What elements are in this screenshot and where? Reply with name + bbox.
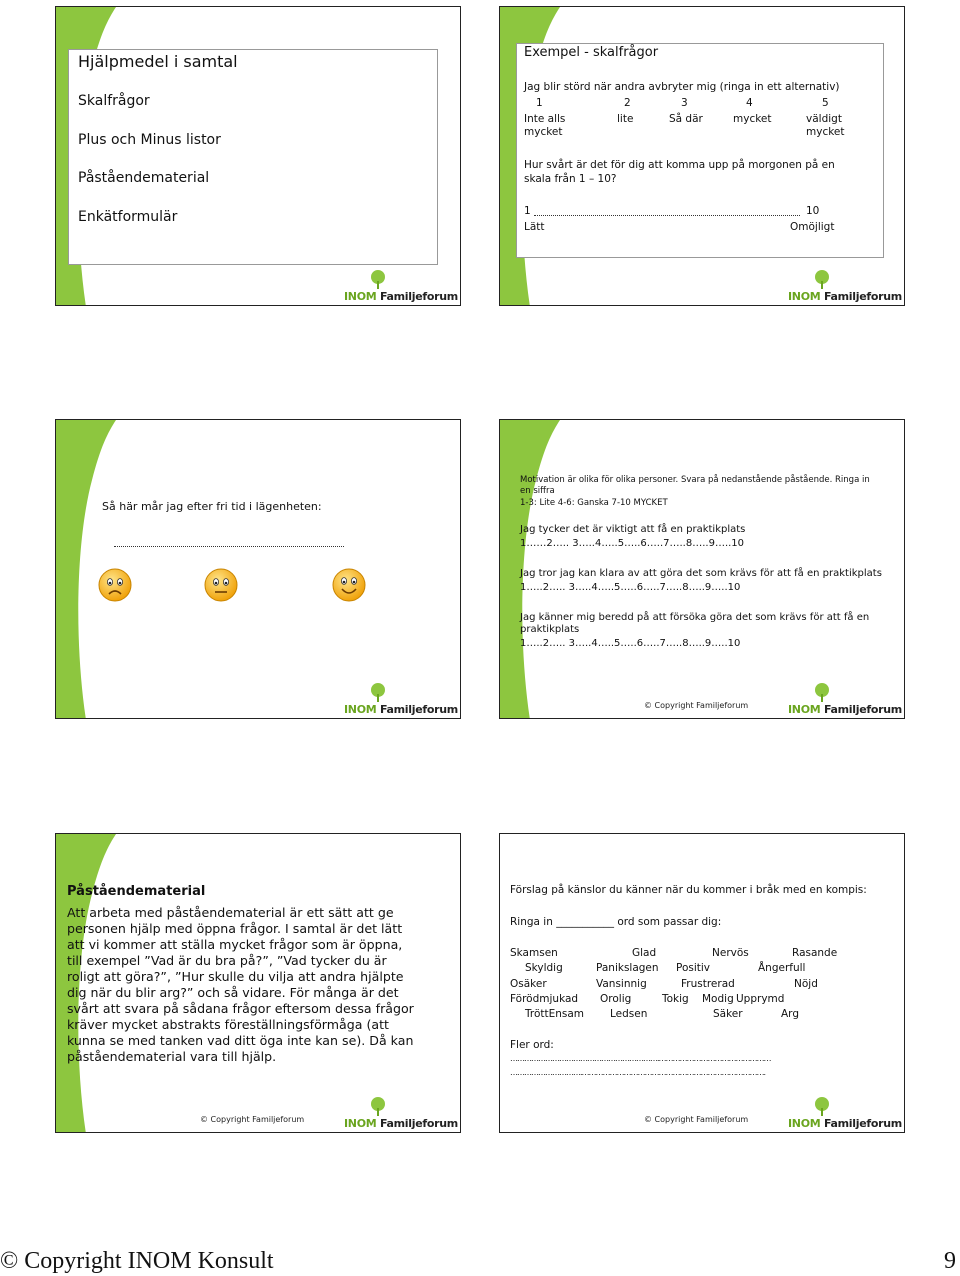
statement-2: Jag tror jag kan klara av att göra det som krävs för att få en praktikplats: [520, 568, 882, 579]
slide-5: [55, 833, 461, 1133]
feeling-word: Panikslagen: [596, 962, 659, 974]
feeling-word: Säker: [713, 1008, 743, 1020]
scale-label: mycket: [524, 126, 563, 138]
feeling-word: Nöjd: [794, 978, 818, 990]
body-line: Att arbeta med påståendematerial är ett sätt att ge: [67, 905, 394, 920]
range-end: 10: [806, 205, 820, 217]
scale-number: 3: [681, 97, 688, 109]
statement-scale: 1…..2….. 3…..4…..5…..6…..7…..8…..9…..10: [520, 582, 741, 593]
logo-inom-text: INOM: [344, 290, 377, 303]
slide-6-title: Förslag på känslor du känner när du kommer i bråk med en kompis:: [510, 884, 867, 896]
ring-in-label: Ringa in: [510, 916, 553, 928]
range-dotted-line: [534, 215, 800, 216]
slide-copyright: © Copyright Familjeforum: [644, 701, 749, 710]
feeling-word: Ångerfull: [758, 962, 806, 974]
slide-1-item: Hjälpmedel i samtal: [78, 52, 238, 71]
more-words-label: Fler ord:: [510, 1039, 554, 1051]
slide-4-intro: en siffra: [520, 486, 555, 496]
tree-icon: [366, 682, 390, 702]
feeling-word: Orolig: [600, 993, 632, 1005]
body-line: att vi kommer att ställa mycket frågor som är öppna,: [67, 937, 403, 952]
inom-familjeforum-logo: [788, 1096, 900, 1130]
inom-familjeforum-logo: [788, 269, 900, 303]
feeling-word: Modig: [702, 993, 734, 1005]
logo-inom-text: INOM: [788, 703, 821, 716]
slide-copyright: © Copyright Familjeforum: [644, 1115, 749, 1124]
feeling-word: Vansinnig: [596, 978, 647, 990]
scale-label: mycket: [733, 113, 772, 125]
body-line: dig när du blir arg?” och så vidare. För många är det: [67, 985, 399, 1000]
feeling-word: Nervös: [712, 947, 749, 959]
slide-6: [499, 833, 905, 1133]
body-line: kunna se med tanken vad ditt öga inte kan se). Då kan: [67, 1033, 414, 1048]
ring-in-blank: ___________: [556, 916, 614, 928]
tree-icon: [366, 1096, 390, 1116]
body-line: kräver mycket abstrakts föreställningsförmåga (att: [67, 1017, 389, 1032]
logo-inom-text: INOM: [788, 290, 821, 303]
tree-icon: [810, 269, 834, 289]
body-line: till exempel ”Vad är du bra på?”, ”Vad tycker du är: [67, 953, 387, 968]
tree-icon: [810, 1096, 834, 1116]
slide-copyright: © Copyright Familjeforum: [200, 1115, 305, 1124]
slide-3-prompt: Så här mår jag efter fri tid i lägenheten:: [102, 500, 322, 513]
feeling-word: Ledsen: [610, 1008, 648, 1020]
feeling-word: Skamsen: [510, 947, 558, 959]
sad-face-icon: [98, 568, 132, 602]
page-number: 9: [944, 1248, 956, 1274]
slide-2-question-2: Hur svårt är det för dig att komma upp på morgonen på en: [524, 159, 835, 171]
range-impossible-label: Omöjligt: [790, 221, 835, 233]
slide-1-textbox: [68, 49, 438, 265]
slide-2-question-2: skala från 1 – 10?: [524, 173, 617, 185]
slide-5-title: Påståendematerial: [67, 884, 206, 899]
tree-icon: [810, 682, 834, 702]
page-footer-copyright: © Copyright INOM Konsult: [0, 1248, 274, 1274]
logo-familjeforum-text: Familjeforum: [823, 290, 902, 303]
logo-familjeforum-text: Familjeforum: [379, 290, 458, 303]
body-line: roligt att göra?”, ”Hur skulle du vilja att andra hjälpte: [67, 969, 404, 984]
scale-label: väldigt: [806, 113, 842, 125]
slide-1-item: Plus och Minus listor: [78, 132, 221, 148]
body-line: påståendematerial vara till hjälp.: [67, 1049, 277, 1064]
body-line: svårt att svara på sådana frågor eftersom dessa frågor: [67, 1001, 414, 1016]
feeling-word: Tokig: [662, 993, 689, 1005]
slide-4: [499, 419, 905, 719]
logo-familjeforum-text: Familjeforum: [379, 1117, 458, 1130]
slide-4-intro: Motivation är olika för olika personer. Svara på nedanstående påstående. Ringa in: [520, 475, 870, 485]
tree-icon: [366, 269, 390, 289]
scale-number: 2: [624, 97, 631, 109]
feeling-word: Frustrerad: [681, 978, 735, 990]
feeling-word: Skyldig: [525, 962, 563, 974]
scale-label: mycket: [806, 126, 845, 138]
ring-in-label-rest: ord som passar dig:: [617, 916, 722, 928]
feeling-word: Rasande: [792, 947, 838, 959]
statement-3: praktikplats: [520, 624, 580, 635]
statement-1: Jag tycker det är viktigt att få en praktikplats: [520, 524, 746, 535]
body-line: personen hjälp med öppna frågor. I samtal är det lätt: [67, 921, 403, 936]
slide-1-item: Skalfrågor: [78, 93, 150, 109]
range-start: 1: [524, 205, 531, 217]
feeling-word: Glad: [632, 947, 657, 959]
answer-line: [114, 546, 344, 547]
slide-3: [55, 419, 461, 719]
write-line: ………………………….…………………………………………………………………….: [510, 1068, 766, 1077]
inom-familjeforum-logo: [344, 1096, 456, 1130]
logo-familjeforum-text: Familjeforum: [823, 703, 902, 716]
feeling-word: Arg: [781, 1008, 799, 1020]
feeling-word: TröttEnsam: [525, 1008, 585, 1020]
feeling-word: Upprymd: [736, 993, 785, 1005]
slide-1: [55, 6, 461, 306]
logo-familjeforum-text: Familjeforum: [379, 703, 458, 716]
ring-in-line: [510, 916, 721, 928]
slide-2-title: Exempel - skalfrågor: [524, 45, 659, 60]
slide-1-item: Påståendematerial: [78, 170, 210, 186]
logo-inom-text: INOM: [344, 703, 377, 716]
statement-scale: 1…..2….. 3…..4…..5…..6…..7…..8…..9…..10: [520, 638, 741, 649]
logo-inom-text: INOM: [344, 1117, 377, 1130]
scale-number: 1: [536, 97, 543, 109]
feeling-word: Förödmjukad: [510, 993, 579, 1005]
inom-familjeforum-logo: [344, 269, 456, 303]
logo-inom-text: INOM: [788, 1117, 821, 1130]
inom-familjeforum-logo: [344, 682, 456, 716]
statement-scale: 1……2….. 3…..4…..5…..6…..7…..8…..9…..10: [520, 538, 745, 549]
write-line: ……………………………………………………….…………………………………………: [510, 1054, 771, 1063]
logo-familjeforum-text: Familjeforum: [823, 1117, 902, 1130]
feeling-word: Positiv: [676, 962, 711, 974]
happy-face-icon: [332, 568, 366, 602]
scale-number: 5: [822, 97, 829, 109]
feeling-word: Osäker: [510, 978, 547, 990]
scale-number: 4: [746, 97, 753, 109]
slide-5-body: [67, 905, 414, 1065]
scale-label: Inte alls: [524, 113, 566, 125]
statement-3: Jag känner mig beredd på att försöka göra det som krävs för att få en: [520, 612, 870, 623]
slide-2: [499, 6, 905, 306]
slide-4-intro: 1-3: Lite 4-6: Ganska 7-10 MYCKET: [520, 498, 668, 508]
slide-2-question-1: Jag blir störd när andra avbryter mig (ringa in ett alternativ): [524, 81, 840, 93]
range-easy-label: Lätt: [524, 221, 545, 233]
slide-1-item: Enkätformulär: [78, 209, 178, 225]
scale-label: Så där: [669, 113, 703, 125]
inom-familjeforum-logo: [788, 682, 900, 716]
scale-label: lite: [617, 113, 634, 125]
neutral-face-icon: [204, 568, 238, 602]
